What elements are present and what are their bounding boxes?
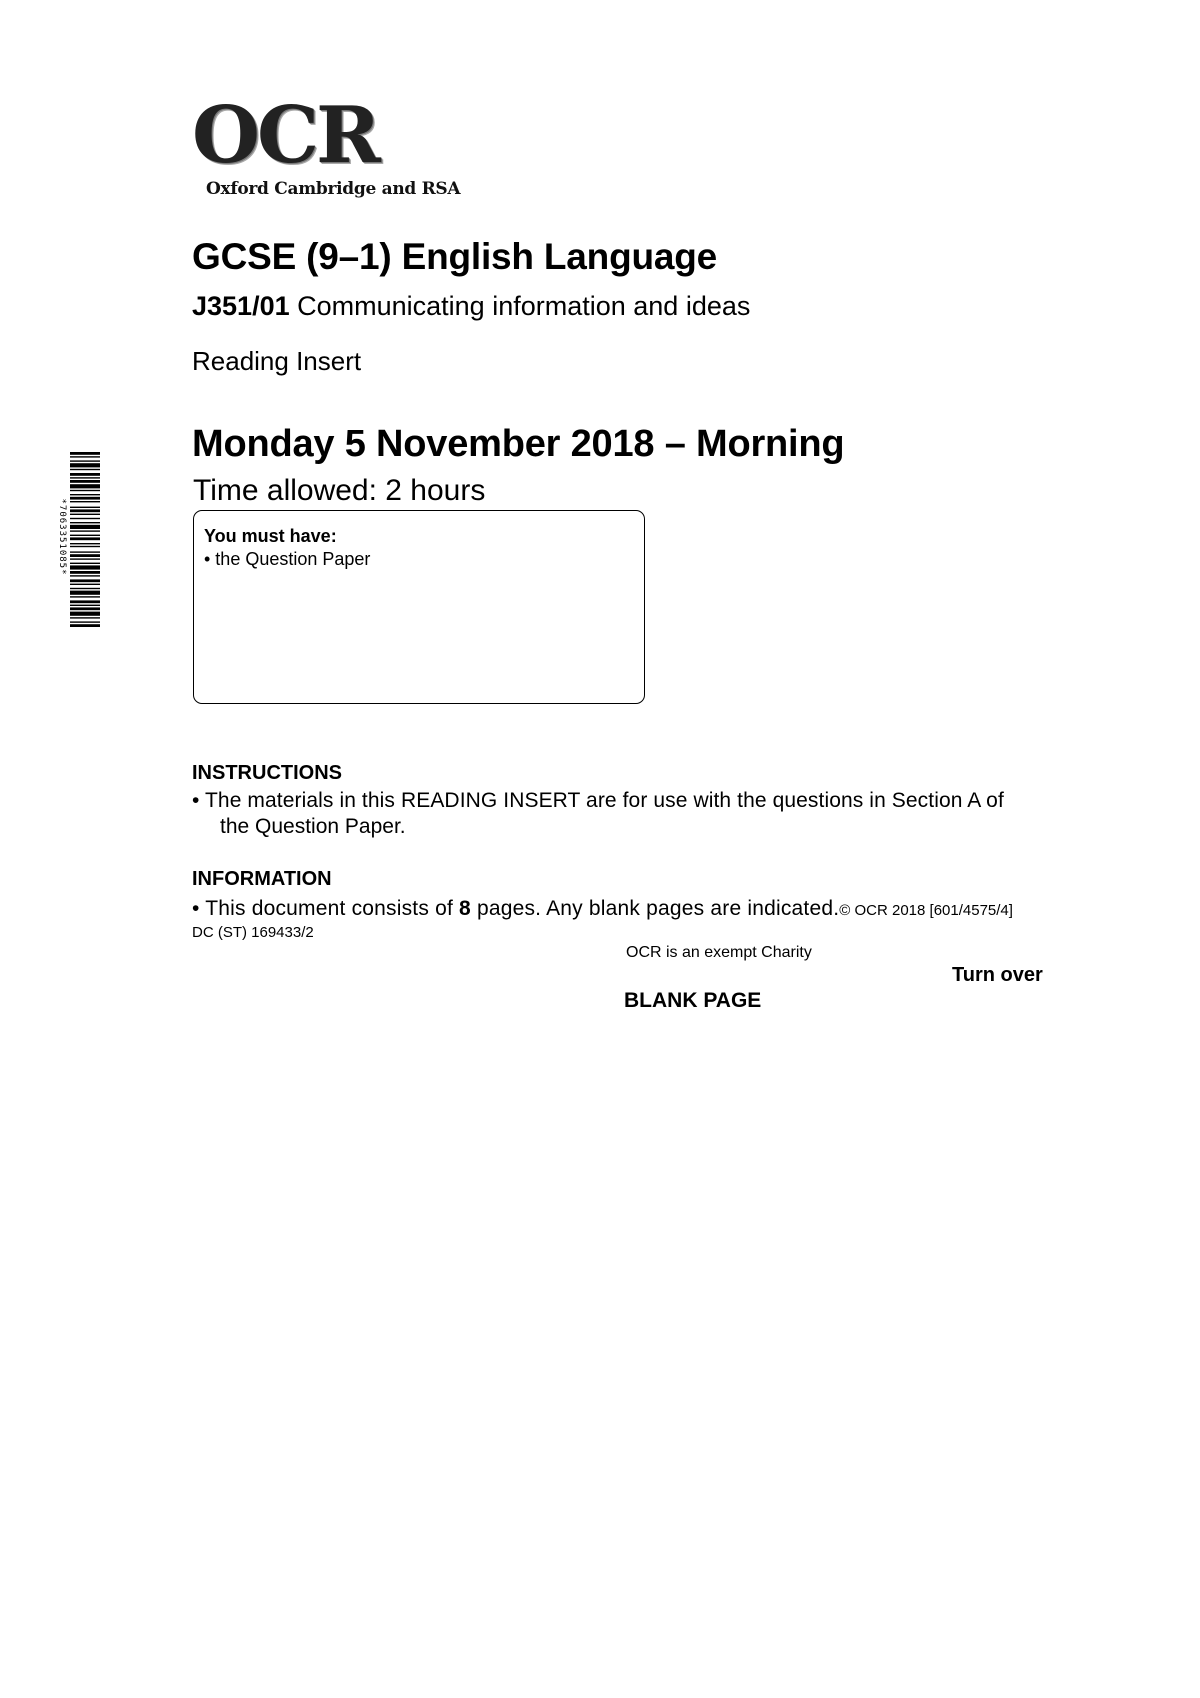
barcode xyxy=(56,452,100,628)
unit-heading xyxy=(192,291,750,322)
logo-mark: OCR xyxy=(192,90,378,181)
barcode-bar xyxy=(70,522,100,523)
ocr-logo xyxy=(192,90,461,206)
information-line xyxy=(192,897,1013,921)
barcode-bar xyxy=(70,530,100,531)
charity-note: OCR is an exempt Charity xyxy=(626,944,812,961)
barcode-bar xyxy=(70,490,100,491)
barcode-bar xyxy=(70,484,100,488)
qualification-title: GCSE (9–1) English Language xyxy=(192,236,718,277)
barcode-bar xyxy=(70,546,100,547)
exam-date: Monday 5 November 2018 – Morning xyxy=(192,423,845,465)
barcode-bar xyxy=(70,543,100,544)
barcode-bar xyxy=(70,605,100,606)
barcode-bar xyxy=(70,507,100,508)
instructions-line-1: • The materials in this READING INSERT are for use with the questions in Section A of xyxy=(192,789,1004,812)
blank-page-label: BLANK PAGE xyxy=(624,989,762,1012)
barcode-bar xyxy=(70,551,100,552)
barcode-bar xyxy=(70,514,100,515)
unit-title: Communicating information and ideas xyxy=(297,291,751,321)
dc-code: DC (ST) 169433/2 xyxy=(192,924,314,941)
barcode-bar xyxy=(70,509,100,512)
barcode-bar xyxy=(70,624,100,627)
logo-subtitle: Oxford Cambridge and RSA xyxy=(206,179,461,199)
barcode-bar xyxy=(70,584,100,585)
barcode-bar xyxy=(70,588,100,589)
component-label: Reading Insert xyxy=(192,346,362,376)
page-count: 8 xyxy=(459,897,471,920)
barcode-bars xyxy=(70,452,100,628)
barcode-bar xyxy=(70,554,100,557)
instructions-line-2: the Question Paper. xyxy=(220,815,406,838)
barcode-bar xyxy=(70,477,100,478)
barcode-bar xyxy=(70,596,100,597)
barcode-bar xyxy=(70,563,100,564)
information-heading: INFORMATION xyxy=(192,868,332,890)
information-text-after: pages. Any blank pages are indicated. xyxy=(470,897,840,920)
barcode-bar xyxy=(70,621,100,622)
barcode-bar xyxy=(70,494,100,495)
barcode-bar xyxy=(70,535,100,536)
barcode-bar xyxy=(70,537,100,540)
barcode-bar xyxy=(70,571,100,574)
unit-code: J351/01 xyxy=(192,291,290,321)
barcode-bar xyxy=(70,469,100,470)
barcode-bar xyxy=(70,575,100,576)
information-text-before: • This document consists of xyxy=(192,897,460,920)
barcode-bar xyxy=(70,558,100,559)
must-have-heading: You must have: xyxy=(204,526,337,546)
must-have-item: • the Question Paper xyxy=(204,549,371,569)
barcode-bar xyxy=(70,473,100,476)
instructions-heading: INSTRUCTIONS xyxy=(192,762,342,784)
barcode-bar xyxy=(70,607,100,610)
barcode-bar xyxy=(70,525,100,529)
barcode-bar xyxy=(70,518,100,519)
barcode-bar xyxy=(70,591,100,595)
must-have-box xyxy=(193,510,645,704)
barcode-bar xyxy=(70,480,100,483)
barcode-number: *7063351085* xyxy=(57,498,67,576)
barcode-bar xyxy=(70,497,100,500)
copyright: © OCR 2018 [601/4575/4] xyxy=(839,902,1013,919)
barcode-bar xyxy=(70,456,100,457)
barcode-bar xyxy=(70,579,100,582)
barcode-bar xyxy=(70,612,100,616)
barcode-bar xyxy=(70,617,100,618)
barcode-bar xyxy=(70,565,100,569)
turn-over: Turn over xyxy=(952,964,1043,986)
barcode-bar xyxy=(70,501,100,502)
time-allowed: Time allowed: 2 hours xyxy=(193,474,486,507)
barcode-bar xyxy=(70,463,100,467)
barcode-bar xyxy=(70,460,100,461)
barcode-bar xyxy=(70,452,100,455)
barcode-bar xyxy=(70,600,100,603)
